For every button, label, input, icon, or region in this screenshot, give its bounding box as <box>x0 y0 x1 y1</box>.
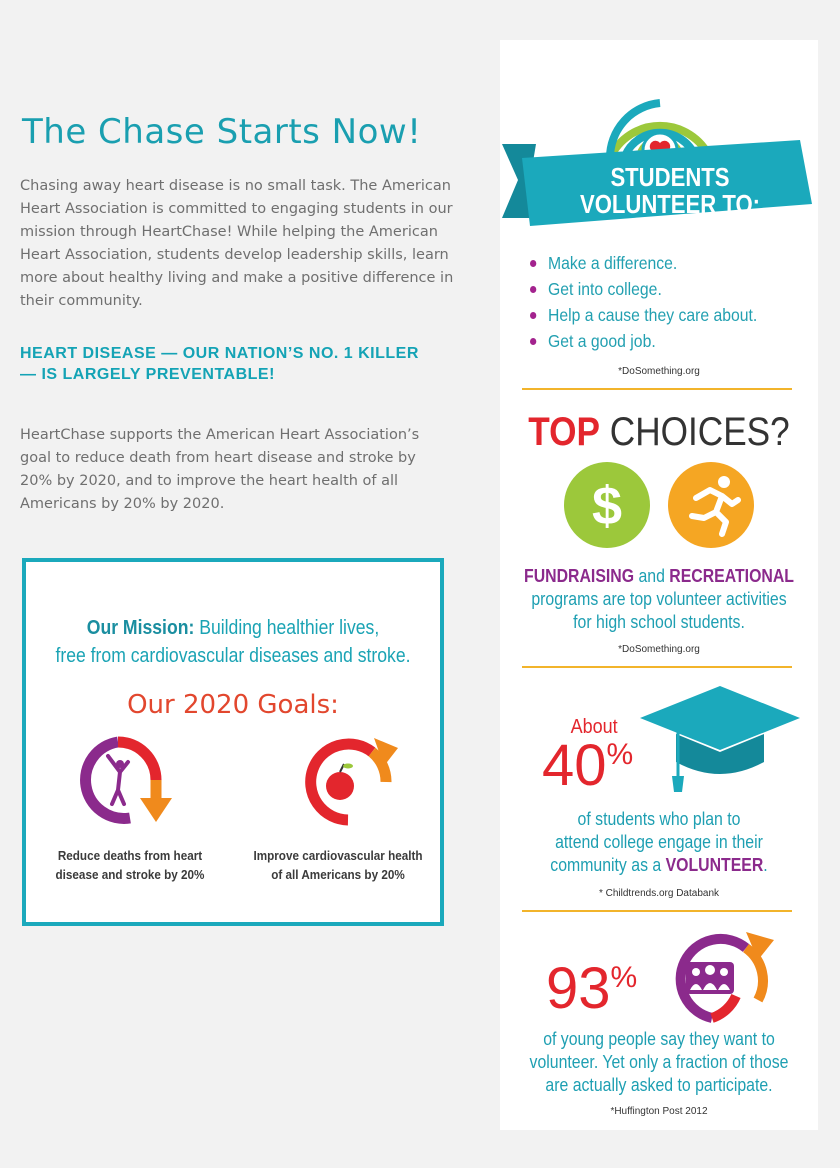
percent-sign: % <box>606 738 634 771</box>
mission-statement <box>51 614 415 670</box>
divider <box>522 910 792 912</box>
group-people-icon <box>662 928 782 1028</box>
goal-1-line1: Reduce deaths from heart <box>57 848 203 863</box>
list-item: Get a good job. <box>530 328 757 354</box>
fund-bold-1: FUNDRAISING <box>524 566 635 586</box>
about-label: About <box>570 716 618 738</box>
mission-text-line2: free from cardiovascular diseases and stroke. <box>55 645 411 667</box>
goal-2-line1: Improve cardiovascular health <box>253 848 423 863</box>
students-line1: of students who plan to <box>577 809 741 829</box>
intro-paragraph: Chasing away heart disease is no small task. The American Heart Association is committed to engaging students in our mission through HeartChase! While helping the American Heart Association, students develop leadership skills, learn more about healthy living and make a positive difference in their community. <box>20 178 454 309</box>
dollar-icon <box>562 460 652 550</box>
fund-and: and <box>634 566 670 586</box>
divider <box>522 666 792 668</box>
young-line3: are actually asked to participate. <box>545 1075 773 1095</box>
students-end: . <box>763 855 768 875</box>
goals-title: Our 2020 Goals: <box>127 690 339 720</box>
percent-sign: % <box>610 961 638 994</box>
goal-2-text <box>248 846 428 884</box>
ninety-three-value: 93 <box>546 956 611 1021</box>
running-person-icon <box>666 460 756 550</box>
top-choices-heading <box>519 410 799 455</box>
list-item: Help a cause they care about. <box>530 302 757 328</box>
forty-percent <box>542 732 633 799</box>
fundraising-text <box>519 565 799 634</box>
top-choices-rest: CHOICES? <box>599 410 790 454</box>
banner-line1: STUDENTS <box>610 162 730 192</box>
students-bold: VOLUNTEER <box>665 855 764 875</box>
apple-icon <box>288 732 408 832</box>
forty-value: 40 <box>542 733 607 798</box>
golfer-icon <box>68 732 188 832</box>
infographic-panel <box>500 40 818 1130</box>
fund-line3: for high school students. <box>573 612 745 632</box>
svg-text:$: $ <box>591 476 623 536</box>
young-line2: volunteer. Yet only a fraction of those <box>529 1052 789 1072</box>
source-note-3: * Childtrends.org Databank <box>598 888 720 899</box>
mission-label: Our Mission: <box>86 617 195 639</box>
banner-line2: VOLUNTEER TO: <box>579 189 761 219</box>
mission-text-line1: Building healthier lives, <box>194 617 380 639</box>
list-item: Get into college. <box>530 276 757 302</box>
goal-2-line2: of all Americans by 20% <box>271 867 405 882</box>
young-line1: of young people say they want to <box>543 1029 775 1049</box>
source-note-4: *Huffington Post 2012 <box>610 1106 708 1117</box>
banner-title <box>551 164 789 218</box>
young-people-text <box>519 1028 799 1097</box>
students-text <box>519 808 799 877</box>
headline: HEART DISEASE — OUR NATION’S NO. 1 KILLER — IS LARGELY PREVENTABLE! <box>20 345 419 383</box>
goal-1-text <box>40 846 220 884</box>
source-note-2: *DoSomething.org <box>618 644 700 655</box>
divider <box>522 388 792 390</box>
volunteer-reasons-list <box>530 250 783 354</box>
goal-paragraph: HeartChase supports the American Heart Association’s goal to reduce death from heart disease and stroke by 20% by 2020, and to improve the heart health of all Americans by 20% by 2020. <box>20 427 420 512</box>
source-note-1: *DoSomething.org <box>618 366 700 377</box>
top-choices-bold: TOP <box>528 410 600 454</box>
fund-bold-2: RECREATIONAL <box>669 566 794 586</box>
fund-line2: programs are top volunteer activities <box>531 589 787 609</box>
mission-box <box>22 558 444 926</box>
ninety-three-percent <box>546 955 637 1022</box>
students-line3: community as a <box>550 855 666 875</box>
goal-1-line2: disease and stroke by 20% <box>55 867 205 882</box>
list-item: Make a difference. <box>530 250 757 276</box>
graduation-cap-icon <box>638 684 803 794</box>
students-line2: attend college engage in their <box>555 832 763 852</box>
page-title: The Chase Starts Now! <box>22 112 422 152</box>
